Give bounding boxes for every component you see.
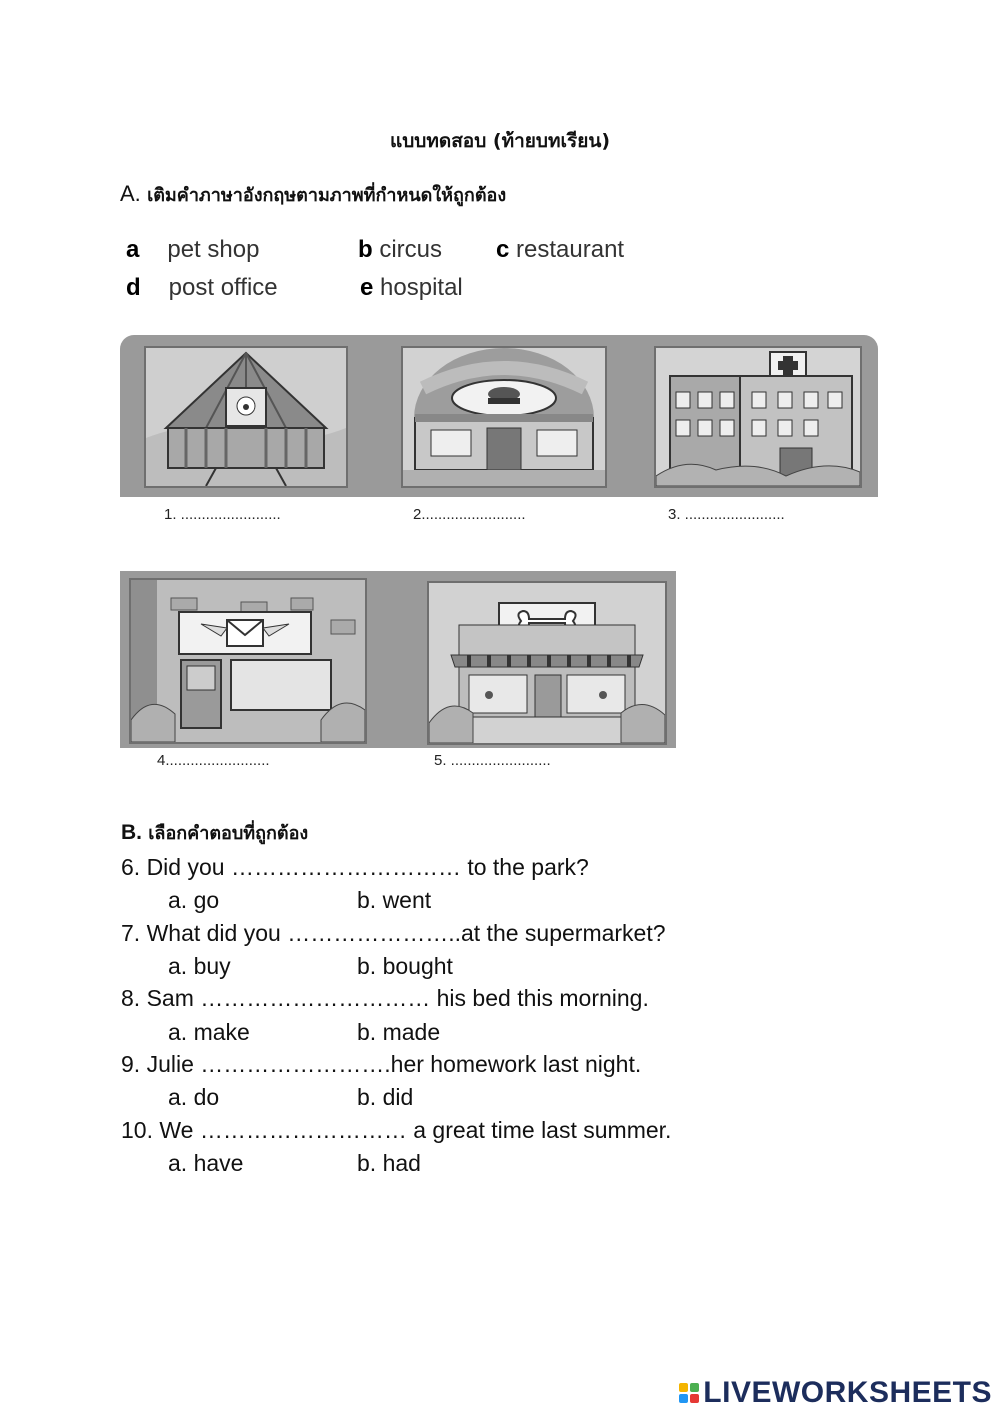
word-bank-e: e hospital [360, 274, 463, 301]
word-bank-a: a pet shop [126, 236, 260, 263]
question-8-option-a[interactable]: a. make [168, 1019, 250, 1045]
section-a-instruction: เติมคำภาษาอังกฤษตามภาพที่กำหนดให้ถูกต้อง [147, 185, 507, 206]
section-a-letter: A. [120, 181, 141, 206]
question-9: 9. Julie …………………….her homework last night. [121, 1051, 642, 1077]
question-9-option-b[interactable]: b. did [357, 1084, 414, 1110]
word-bank-d: d post office [126, 274, 278, 301]
question-10-option-b[interactable]: b. had [357, 1150, 421, 1176]
question-10-option-a[interactable]: a. have [168, 1150, 244, 1176]
question-7: 7. What did you …………………..at the supermarket? [121, 920, 666, 946]
word-bank-b: b circus [358, 236, 443, 263]
liveworksheets-logo-icon [679, 1383, 699, 1403]
page-title: แบบทดสอบ (ท้ายบทเรียน) [389, 130, 610, 152]
restaurant-icon [403, 348, 605, 486]
question-10: 10. We ……………………… a great time last summer. [121, 1117, 672, 1143]
picture-post-office [129, 578, 367, 744]
section-b-letter: B. [121, 821, 142, 844]
answer-blank-3[interactable]: 3. ........................ [668, 506, 785, 523]
section-a-heading [120, 180, 506, 209]
picture-hospital [654, 346, 862, 488]
section-b-instruction: เลือกคำตอบที่ถูกต้อง [148, 823, 309, 844]
section-b-heading [121, 818, 308, 847]
question-7-option-b[interactable]: b. bought [357, 953, 453, 979]
picture-circus [144, 346, 348, 488]
answer-blank-1[interactable]: 1. ........................ [164, 506, 281, 523]
pet-shop-icon [429, 583, 665, 743]
question-9-option-a[interactable]: a. do [168, 1084, 220, 1110]
answer-blank-4[interactable]: 4......................... [157, 752, 270, 769]
hospital-icon [656, 348, 860, 486]
answer-blank-2[interactable]: 2......................... [413, 506, 526, 523]
question-6-option-a[interactable]: a. go [168, 887, 220, 913]
question-8-option-b[interactable]: b. made [357, 1019, 441, 1045]
question-8: 8. Sam ………………………… his bed this morning. [121, 985, 649, 1011]
circus-tent-icon [146, 348, 346, 486]
answer-blank-5[interactable]: 5. ........................ [434, 752, 551, 769]
question-6: 6. Did you ………………………… to the park? [121, 854, 589, 880]
question-6-option-b[interactable]: b. went [357, 887, 432, 913]
picture-pet-shop [427, 581, 667, 745]
word-bank-c: c restaurant [496, 236, 625, 263]
liveworksheets-logo [679, 1376, 992, 1410]
post-office-icon [131, 580, 365, 742]
brand-name: LIVEWORKSHEETS [703, 1376, 992, 1409]
question-7-option-a[interactable]: a. buy [168, 953, 231, 979]
picture-restaurant [401, 346, 607, 488]
